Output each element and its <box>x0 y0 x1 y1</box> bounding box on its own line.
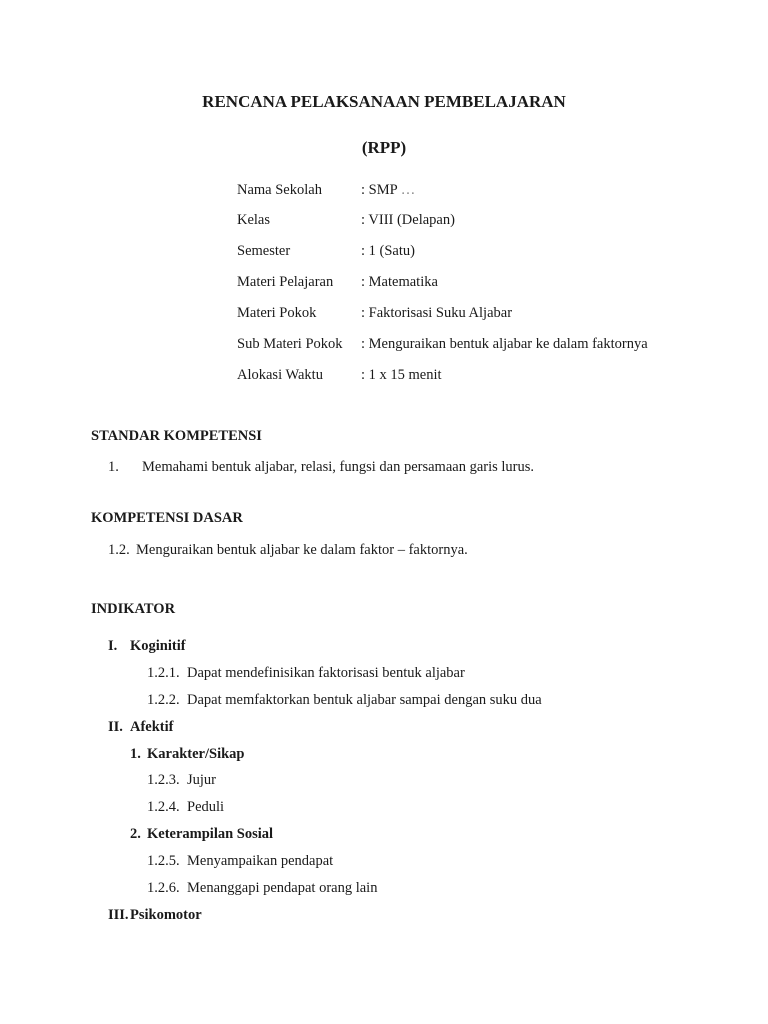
info-label: Materi Pokok <box>237 305 317 321</box>
list-number: 1.2.2. <box>147 692 180 708</box>
info-value: : Matematika <box>361 274 438 290</box>
info-label: Sub Materi Pokok <box>237 336 343 352</box>
document-subtitle: (RPP) <box>361 138 407 157</box>
info-label: Nama Sekolah <box>237 182 322 198</box>
info-label: Materi Pelajaran <box>237 274 334 290</box>
list-number: 1. <box>130 746 141 762</box>
subsection-heading-sosial: Keterampilan Sosial <box>147 826 274 842</box>
subsection-heading-afektif: Afektif <box>130 719 174 735</box>
section-heading-standar: STANDAR KOMPETENSI <box>91 428 262 444</box>
list-number: 2. <box>130 826 141 842</box>
subsection-heading-psikomotor: Psikomotor <box>130 907 202 923</box>
list-number: 1.2.4. <box>147 799 180 815</box>
list-number: 1.2.1. <box>147 665 180 681</box>
document-title: RENCANA PELAKSANAAN PEMBELAJARAN <box>202 92 566 111</box>
list-number: 1.2.6. <box>147 880 180 896</box>
list-item-text: Jujur <box>187 772 216 788</box>
info-value: : Faktorisasi Suku Aljabar <box>361 305 513 321</box>
list-item-text: Menyampaikan pendapat <box>187 853 334 869</box>
list-item-text: Menguraikan bentuk aljabar ke dalam faktor – faktornya. <box>136 542 468 558</box>
list-item-text: Peduli <box>187 799 225 815</box>
info-value: : 1 (Satu) <box>361 243 415 259</box>
list-item-text: Dapat memfaktorkan bentuk aljabar sampai dengan suku dua <box>187 692 542 708</box>
roman-number: I. <box>108 638 118 654</box>
info-value: : Menguraikan bentuk aljabar ke dalam faktornya <box>361 336 648 352</box>
subsection-heading-kognitif: Koginitif <box>130 638 186 654</box>
info-label: Semester <box>237 243 291 259</box>
info-value: : SMP … <box>361 182 416 198</box>
list-item-text: Menanggapi pendapat orang lain <box>187 880 378 896</box>
list-number: 1.2. <box>108 542 130 558</box>
list-item-text: Dapat mendefinisikan faktorisasi bentuk aljabar <box>187 665 465 681</box>
list-number: 1.2.5. <box>147 853 180 869</box>
info-label: Alokasi Waktu <box>237 367 323 383</box>
info-value: : VIII (Delapan) <box>361 212 455 228</box>
roman-number: III. <box>108 907 129 923</box>
list-number: 1. <box>108 459 119 475</box>
ellipsis: … <box>400 182 416 198</box>
list-number: 1.2.3. <box>147 772 180 788</box>
list-item-text: Memahami bentuk aljabar, relasi, fungsi dan persamaan garis lurus. <box>142 459 535 475</box>
section-heading-dasar: KOMPETENSI DASAR <box>91 510 243 526</box>
info-value: : 1 x 15 menit <box>361 367 442 383</box>
info-label: Kelas <box>237 212 271 228</box>
subsection-heading-karakter: Karakter/Sikap <box>147 746 245 762</box>
roman-number: II. <box>108 719 123 735</box>
section-heading-indikator: INDIKATOR <box>91 601 176 617</box>
